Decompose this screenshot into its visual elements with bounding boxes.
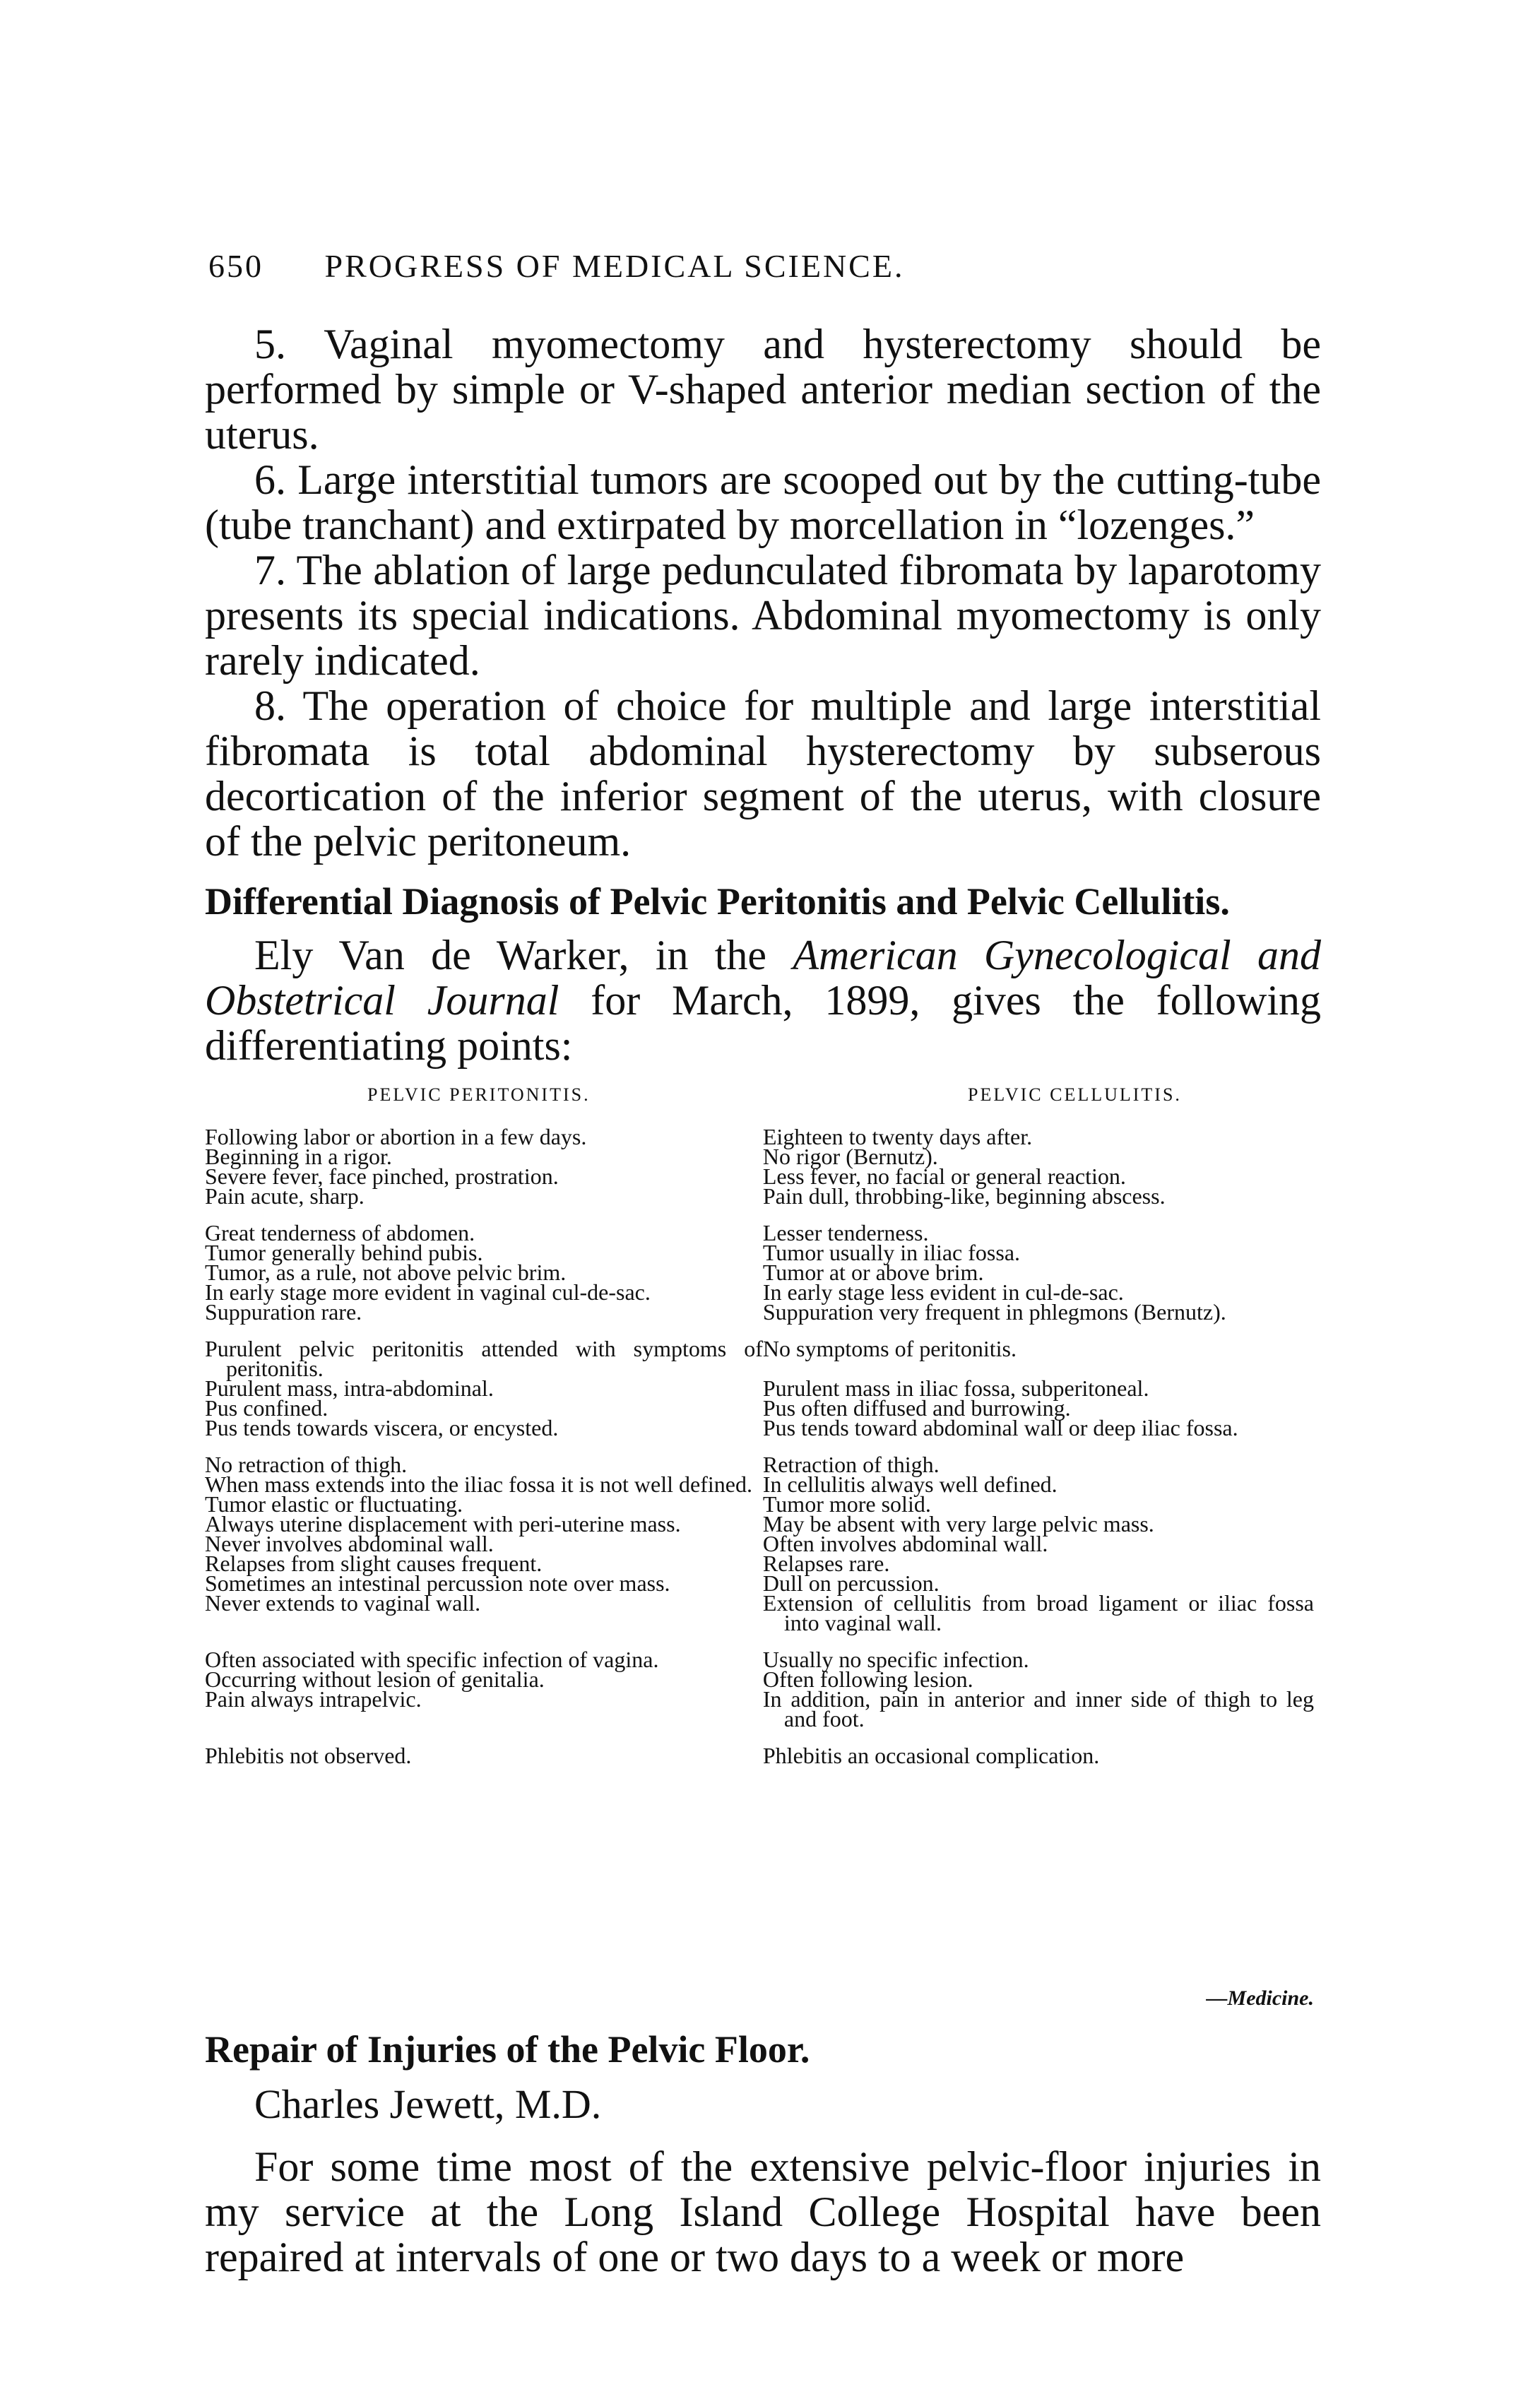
paragraph-6: 6. Large interstitial tumors are scooped out by the cutting-tube (tube tranchant) and extirpated by morcellation in “lozenges.”	[205, 456, 1321, 548]
table-row	[205, 1183, 1314, 1209]
peritonitis-cell: Great tenderness of abdomen.	[205, 1220, 475, 1245]
cellulitis-cell: Phlebitis an occasional complication.	[762, 1743, 1100, 1768]
cellulitis-cell: Pus often diffused and burrowing.	[762, 1395, 1071, 1421]
section-heading-differential-diagnosis: Differential Diagnosis of Pelvic Peritonitis and Pelvic Cellulitis.	[205, 880, 1230, 923]
peritonitis-cell: Tumor generally behind pubis.	[205, 1240, 483, 1265]
paragraph-7: 7. The ablation of large pedunculated fibromata by laparotomy presents its special indications. Abdominal myomectomy is only rarely indicated.	[205, 547, 1321, 684]
running-title: PROGRESS OF MEDICAL SCIENCE.	[324, 248, 905, 284]
cellulitis-cell: In addition, pain in anterior and inner side of thigh to leg and foot.	[762, 1686, 1314, 1731]
peritonitis-cell: Tumor, as a rule, not above pelvic brim.	[205, 1260, 567, 1285]
peritonitis-cell: Tumor elastic or fluctuating.	[205, 1491, 463, 1517]
cellulitis-cell: Relapses rare.	[762, 1551, 890, 1576]
cellulitis-cell: Lesser tenderness.	[762, 1220, 929, 1245]
paragraph-8: 8. The operation of choice for multiple and large interstitial fibromata is total abdominal hysterectomy by subserous decortication of the inferior segment of the uterus, with closure of the pelvic peritoneum.	[205, 682, 1321, 865]
table-row	[205, 1686, 1314, 1731]
table-row	[205, 1590, 1314, 1635]
table-row	[205, 1299, 1314, 1325]
cellulitis-cell: Often following lesion.	[762, 1666, 973, 1692]
peritonitis-cell: Severe fever, face pinched, prostration.	[205, 1163, 559, 1189]
cellulitis-cell: Tumor usually in iliac fossa.	[762, 1240, 1021, 1265]
peritonitis-cell: Always uterine displacement with peri-uterine mass.	[205, 1511, 681, 1536]
peritonitis-cell: Suppuration rare.	[205, 1299, 362, 1325]
peritonitis-cell: Pus confined.	[205, 1395, 328, 1421]
source-citation: —Medicine.	[1206, 1986, 1314, 2010]
cellulitis-cell: Purulent mass in iliac fossa, subperitoneal.	[762, 1375, 1149, 1401]
cellulitis-cell: No rigor (Bernutz).	[762, 1144, 938, 1169]
peritonitis-cell: Pain acute, sharp.	[205, 1183, 365, 1209]
running-header	[208, 247, 1339, 285]
peritonitis-cell: Never extends to vaginal wall.	[205, 1590, 481, 1616]
section-heading-pelvic-floor: Repair of Injuries of the Pelvic Floor.	[205, 2028, 810, 2071]
cellulitis-cell: Often involves abdominal wall.	[762, 1531, 1048, 1556]
cellulitis-cell: Tumor at or above brim.	[762, 1260, 984, 1285]
peritonitis-cell: Beginning in a rigor.	[205, 1144, 392, 1169]
table-row	[205, 1743, 1314, 1768]
peritonitis-cell: Sometimes an intestinal percussion note over mass.	[205, 1570, 670, 1596]
column-heading-cellulitis: PELVIC CELLULITIS.	[968, 1084, 1182, 1105]
peritonitis-cell: Pain always intrapelvic.	[205, 1686, 422, 1712]
intro-paragraph	[205, 932, 1321, 1068]
cellulitis-cell: Less fever, no facial or general reaction.	[762, 1163, 1126, 1189]
intro-text-after: for March, 1899, gives the following differentiating points:	[205, 977, 1322, 1069]
cellulitis-cell: Pus tends toward abdominal wall or deep iliac fossa.	[762, 1415, 1238, 1440]
table-row	[205, 1375, 1314, 1401]
peritonitis-cell: Often associated with specific infection of vagina.	[205, 1647, 659, 1672]
table-row	[205, 1336, 1314, 1381]
author-name: Charles Jewett, M.D.	[254, 2081, 602, 2127]
cellulitis-cell: In cellulitis always well defined.	[762, 1472, 1058, 1497]
peritonitis-cell: Pus tends towards viscera, or encysted.	[205, 1415, 559, 1440]
peritonitis-cell: Never involves abdominal wall.	[205, 1531, 494, 1556]
peritonitis-cell: In early stage more evident in vaginal cul-de-sac.	[205, 1279, 651, 1305]
peritonitis-cell: Occurring without lesion of genitalia.	[205, 1666, 545, 1692]
cellulitis-cell: No symptoms of peritonitis.	[762, 1336, 1017, 1361]
column-heading-peritonitis: PELVIC PERITONITIS.	[367, 1084, 591, 1105]
peritonitis-cell: Purulent mass, intra-abdominal.	[205, 1375, 494, 1401]
peritonitis-cell: When mass extends into the iliac fossa it is not well defined.	[205, 1472, 752, 1497]
peritonitis-cell: Following labor or abortion in a few days.	[205, 1124, 587, 1149]
peritonitis-cell: No retraction of thigh.	[205, 1452, 408, 1477]
page-number: 650	[208, 248, 263, 284]
cellulitis-cell: Suppuration very frequent in phlegmons (Bernutz).	[762, 1299, 1226, 1325]
cellulitis-cell: In early stage less evident in cul-de-sac.	[762, 1279, 1124, 1305]
cellulitis-cell: Extension of cellulitis from broad ligament or iliac fossa into vaginal wall.	[762, 1590, 1314, 1635]
repair-text: For some time most of the extensive pelvic-floor injuries in my service at the Long Island College Hospital have been repaired at intervals of one or two days to a week or more	[205, 2143, 1321, 2280]
cellulitis-cell: Pain dull, throbbing-like, beginning abscess.	[762, 1183, 1166, 1209]
paragraph-5: 5. Vaginal myomectomy and hysterectomy should be performed by simple or V-shaped anterior median section of the uterus.	[205, 321, 1321, 458]
cellulitis-cell: Retraction of thigh.	[762, 1452, 940, 1477]
peritonitis-cell: Relapses from slight causes frequent.	[205, 1551, 543, 1576]
cellulitis-cell: Dull on percussion.	[762, 1570, 940, 1596]
cellulitis-cell: Eighteen to twenty days after.	[762, 1124, 1033, 1149]
peritonitis-cell: Phlebitis not observed.	[205, 1743, 412, 1768]
cellulitis-cell: Usually no specific infection.	[762, 1647, 1029, 1672]
journal-title: American Gynecological and Obstetrical Journal	[205, 932, 1321, 1024]
repair-paragraph	[205, 2144, 1321, 2280]
numbered-paragraphs	[205, 321, 1321, 864]
peritonitis-cell: Purulent pelvic peritonitis attended with symptoms of peritonitis.	[205, 1336, 763, 1381]
table-row	[205, 1415, 1314, 1440]
cellulitis-cell: Tumor more solid.	[762, 1491, 931, 1517]
cellulitis-cell: May be absent with very large pelvic mass.	[762, 1511, 1154, 1536]
differential-table	[205, 1124, 1314, 1768]
intro-text-before: Ely Van de Warker, in the	[254, 932, 793, 978]
